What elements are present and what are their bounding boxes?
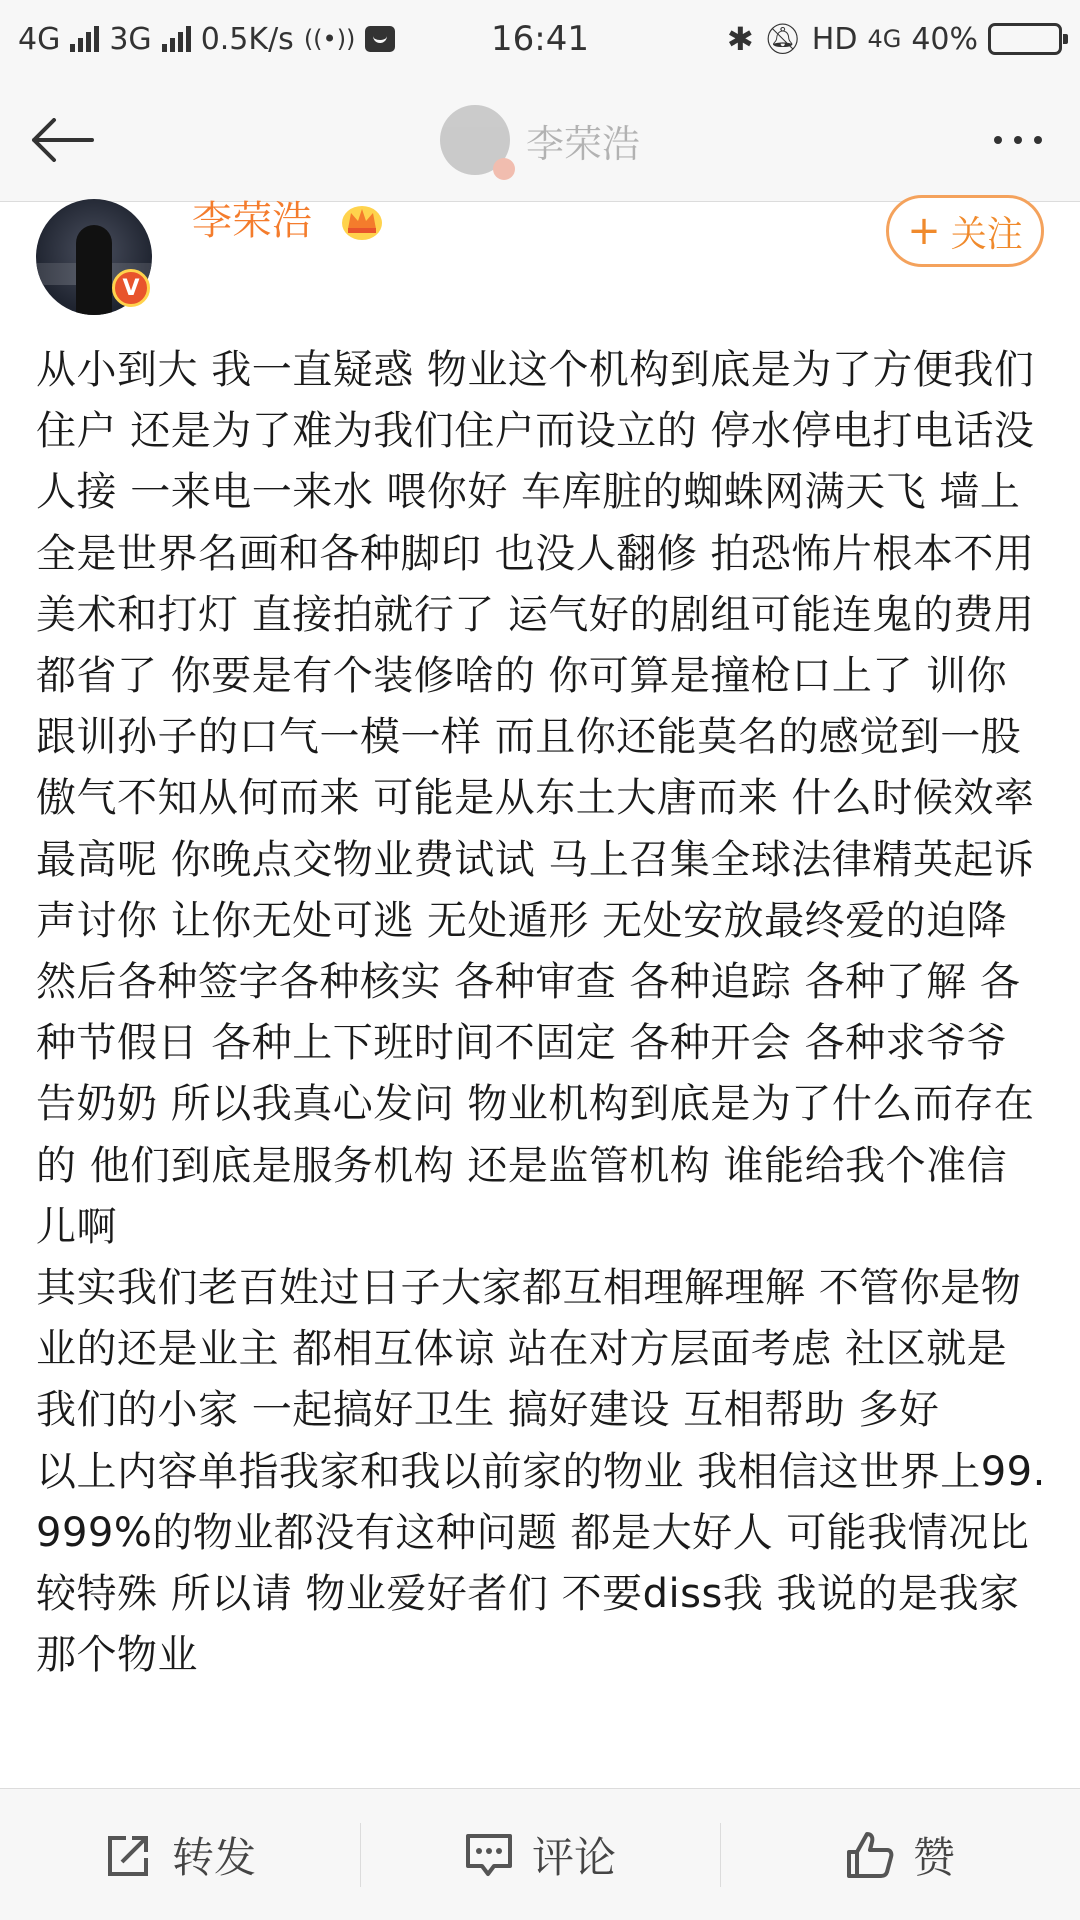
more-dot — [1014, 136, 1022, 144]
bluetooth-icon: ✱ — [726, 20, 754, 58]
battery-percent: 40% — [911, 21, 978, 57]
more-dots-icon — [994, 136, 1002, 144]
status-time: 16:41 — [491, 19, 589, 59]
avatar-figure — [76, 225, 112, 315]
mute-bell-icon: 🔕︎ — [763, 21, 802, 57]
comment-icon — [464, 1830, 514, 1880]
follow-button[interactable] — [886, 195, 1044, 267]
post-body — [36, 340, 1046, 1790]
author-row — [0, 198, 1080, 315]
network-3g-label: 3G — [109, 21, 152, 57]
author-name[interactable]: 李荣浩 — [192, 198, 312, 244]
like-label: 赞 — [912, 1832, 955, 1882]
post-paragraph: 其实我们老百姓过日子大家都互相理解理解 不管你是物业的还是业主 都相互体谅 站在对方层面考虑 社区就是我们的小家 一起搞好卫生 搞好建设 互相帮助 多好 — [36, 1265, 1022, 1434]
plus-icon: + — [907, 208, 941, 254]
repost-button[interactable] — [0, 1789, 360, 1920]
status-bar — [0, 0, 1080, 78]
bottom-action-bar — [0, 1788, 1080, 1920]
more-button[interactable] — [978, 104, 1058, 176]
verified-icon — [492, 157, 516, 181]
post-paragraph: 从小到大 我一直疑惑 物业这个机构到底是为了方便我们住户 还是为了难为我们住户而设立的 停水停电打电话没人接 一来电一来水 喂你好 车库脏的蜘蛛网满天飞 墙上全是世界名画和各种脚印 也没人翻修 拍恐怖片根本不用美术和打灯 直接拍就行了 运气好的剧组可能连鬼的费用都省了 你要是有个装修啥的 你可算是撞枪口上了 训你跟训孙子的口气一模一样 而且你还能莫名的感觉到一股傲气不知从何而来 可能是从东土大唐而来 什么时候效率最高呢 你晚点交物业费试试 马上召集全球法律精英起诉声讨你 让你无处可逃 无处遁形 无处安放最终爱的迫降 然后各种签字各种核实 各种审查 各种追踪 各种了解 各种节假日 各种上下班时间不固定 各种开会 各种求爷爷告奶奶 所以我真心发问 物业机构到底是为了什么而存在的 他们到底是服务机构 还是监管机构 谁能给我个准信儿啊 — [36, 347, 1035, 1250]
nav-title-name: 李荣浩 — [525, 121, 640, 166]
repost-label: 转发 — [171, 1832, 256, 1882]
nav-bar — [0, 78, 1080, 202]
network-4g-label: 4G — [18, 21, 61, 57]
network-speed: 0.5K/s — [200, 21, 294, 57]
hotspot-icon: ((•)) — [303, 25, 356, 53]
status-right — [727, 0, 1062, 78]
crown-icon — [340, 201, 384, 241]
network-right-label: 4G — [867, 25, 902, 53]
thumbs-up-icon — [845, 1830, 895, 1880]
like-button[interactable] — [720, 1789, 1080, 1920]
nav-avatar — [440, 105, 510, 175]
follow-label: 关注 — [950, 213, 1023, 255]
more-dot — [1034, 136, 1042, 144]
comment-button[interactable] — [360, 1789, 720, 1920]
nav-title — [0, 78, 1080, 202]
battery-icon — [988, 23, 1062, 55]
verified-badge: V — [112, 269, 150, 307]
comment-label: 评论 — [531, 1832, 616, 1882]
hd-label: HD — [811, 21, 858, 57]
post-paragraph: 以上内容单指我家和我以前家的物业 我相信这世界上99.999%的物业都没有这种问题 都是大好人 可能我情况比较特殊 所以请 物业爱好者们 不要diss我 我说的是我家那个物业 — [36, 1448, 1046, 1679]
share-icon — [104, 1830, 154, 1880]
